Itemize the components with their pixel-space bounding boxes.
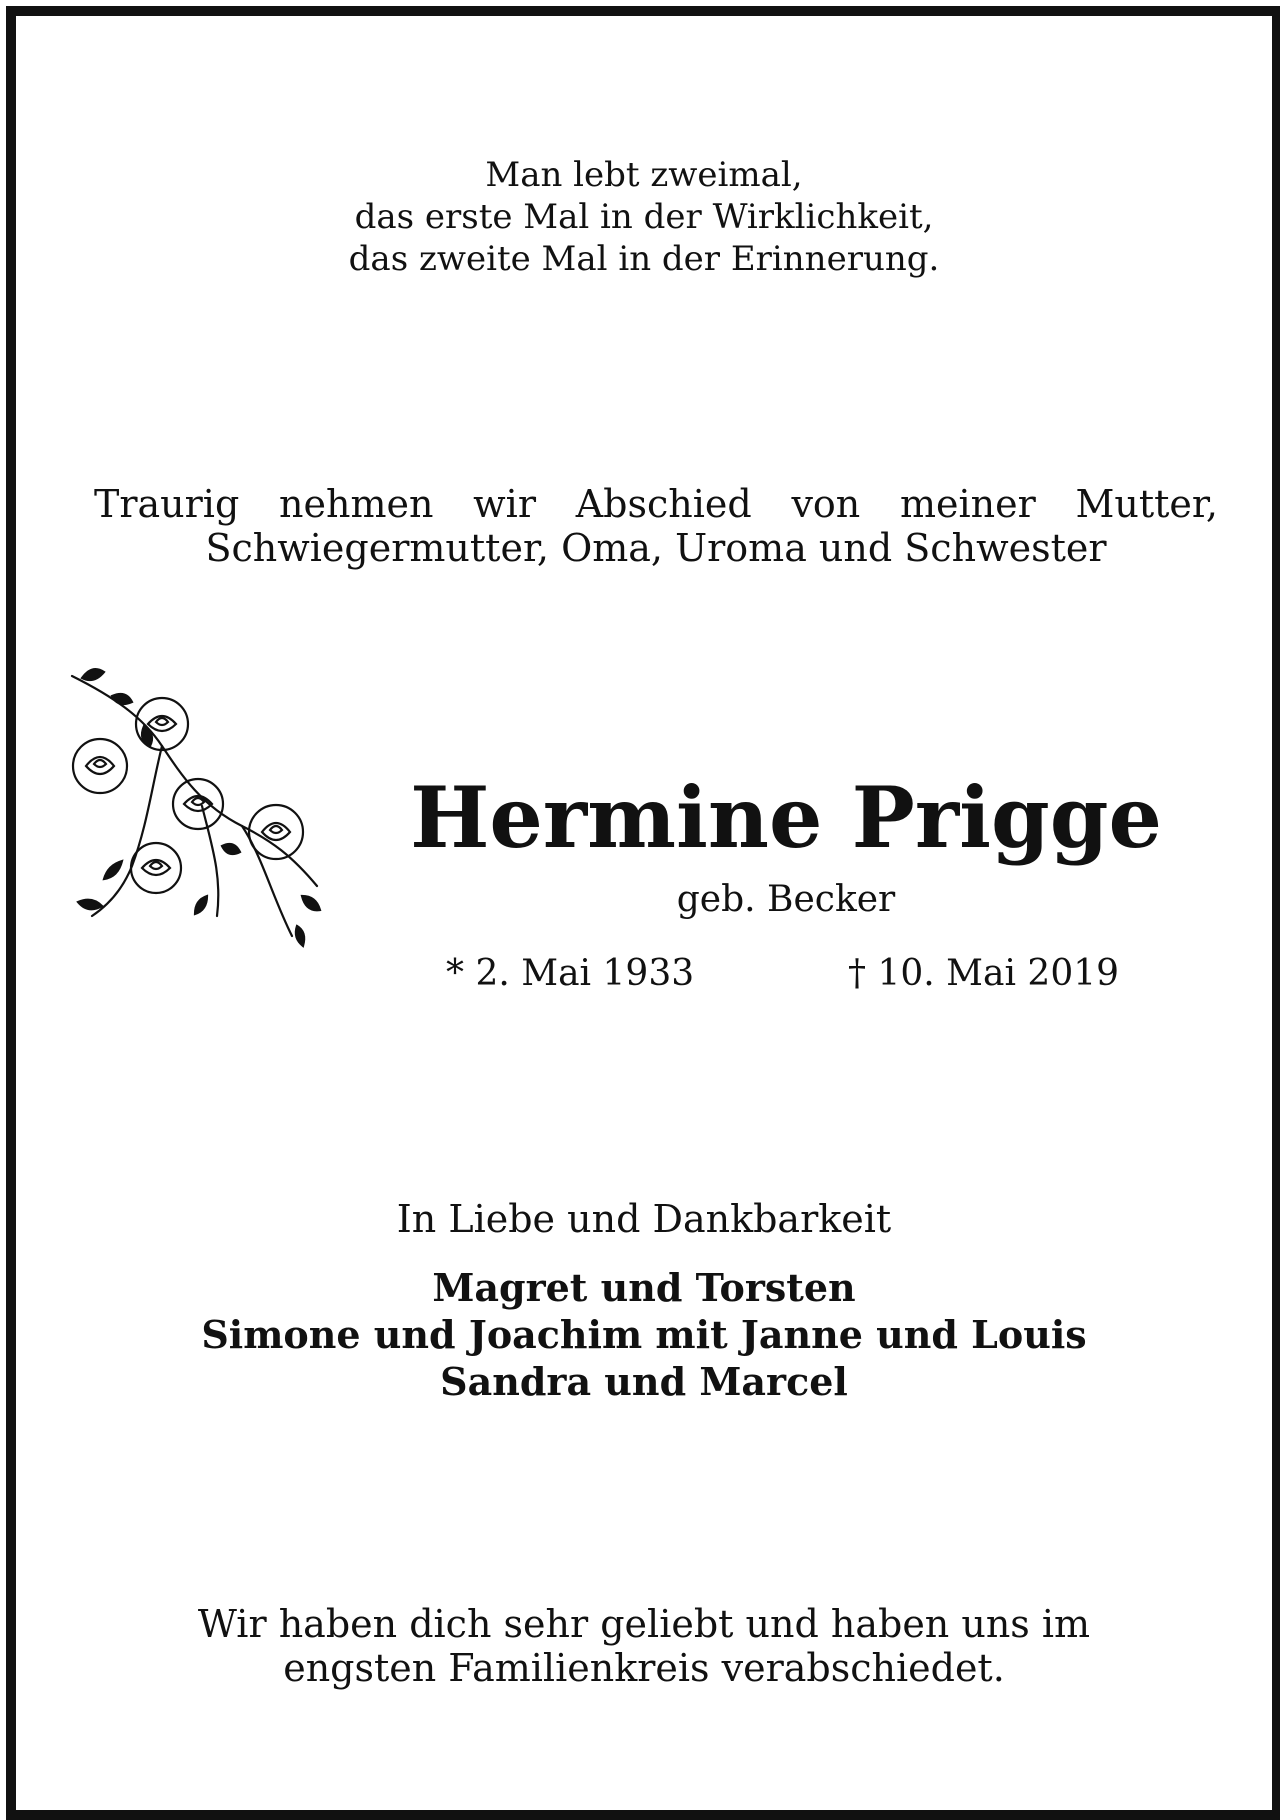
motto-line: das zweite Mal in der Erinnerung. — [348, 239, 940, 279]
mourner-line: Magret und Torsten — [432, 1265, 856, 1310]
roses-icon — [52, 656, 342, 956]
mourner-line: Simone und Joachim mit Janne und Louis — [201, 1312, 1087, 1357]
intro-line: Traurig nehmen wir Abschied von meiner Mutter, — [94, 482, 1218, 526]
closing-line: Wir haben dich sehr geliebt und haben uns im — [197, 1602, 1091, 1646]
motto-line: Man lebt zweimal, — [485, 155, 803, 195]
death-date: † 10. Mai 2019 — [848, 953, 1120, 994]
closing-line: engsten Familienkreis verabschiedet. — [283, 1646, 1005, 1690]
motto-quote — [16, 154, 1272, 280]
mourner-line: Sandra und Marcel — [440, 1359, 848, 1404]
intro-text — [94, 482, 1218, 570]
maiden-name: geb. Becker — [676, 879, 896, 920]
deceased-name: Hermine Prigge — [410, 768, 1162, 867]
mourners-list — [16, 1264, 1272, 1405]
birth-date: * 2. Mai 1933 — [446, 953, 695, 994]
notice-frame — [6, 6, 1280, 1820]
closing-text — [16, 1602, 1272, 1690]
motto-line: das erste Mal in der Wirklichkeit, — [354, 197, 934, 237]
intro-line: Schwiegermutter, Oma, Uroma und Schwester — [205, 526, 1107, 570]
mourners-heading: In Liebe und Dankbarkeit — [396, 1197, 892, 1241]
